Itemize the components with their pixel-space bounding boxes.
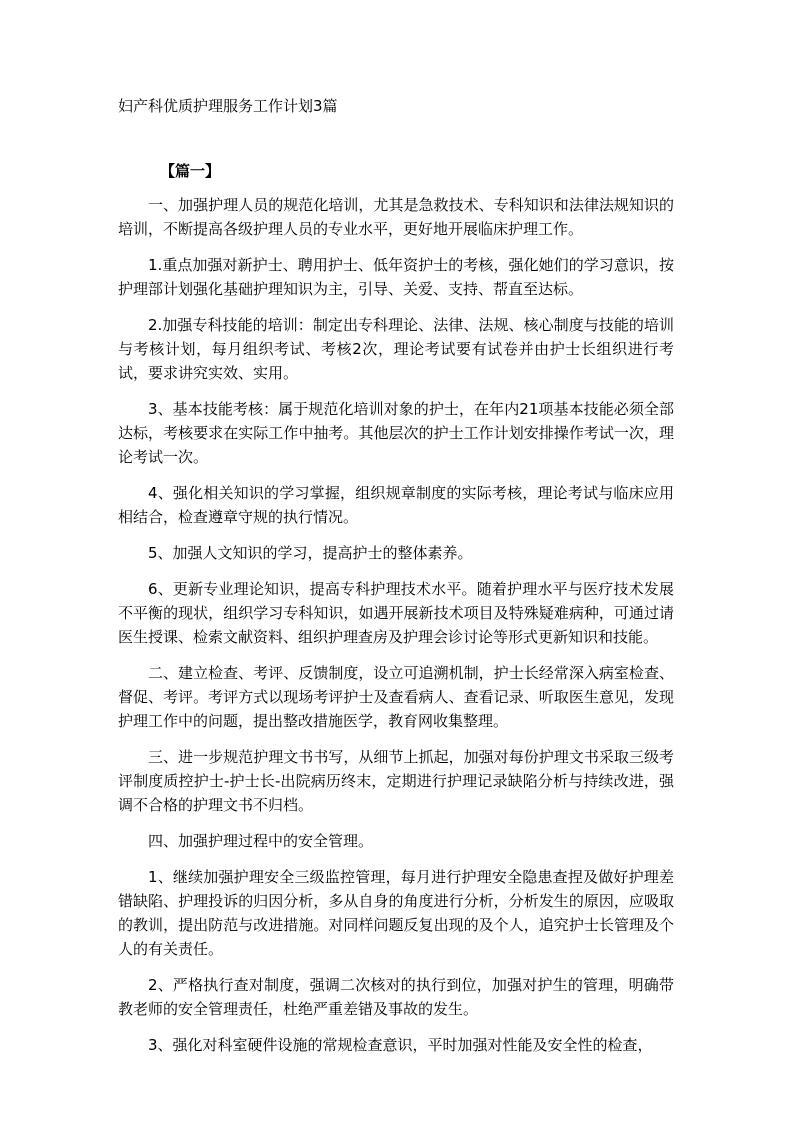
section-heading: 【篇一】 bbox=[160, 162, 221, 180]
paragraph: 3、强化对科室硬件设施的常规检查意识，平时加强对性能及安全性的检查， bbox=[148, 1036, 653, 1054]
paragraph: 3、基本技能考核：属于规范化培训对象的护士，在年内21项基本技能必须全部达标，考核要求在实际工作中抽考。其他层次的护士工作计划安排操作考试一次，理论考试一次。 bbox=[118, 400, 674, 466]
paragraph: 5、加强人文知识的学习，提高护士的整体素养。 bbox=[148, 544, 473, 562]
paragraph: 2.加强专科技能的培训：制定出专科理论、法律、法规、核心制度与技能的培训与考核计划，每月组织考试、考核2次，理论考试要有试卷并由护士长组织进行考试，要求讲究实效、实用。 bbox=[118, 316, 674, 382]
paragraph: 四、加强护理过程中的安全管理。 bbox=[148, 832, 374, 850]
paragraph: 2、严格执行查对制度，强调二次核对的执行到位，加强对护生的管理，明确带教老师的安全管理责任，杜绝严重差错及事故的发生。 bbox=[118, 976, 674, 1018]
paragraph: 1、继续加强护理安全三级监控管理，每月进行护理安全隐患查捏及做好护理差错缺陷、护理投诉的归因分析，多从自身的角度进行分析，分析发生的原因，应吸取的教训，提出防范与改进措施。对同样问题反复出现的及个人，追究护士长管理及个人的有关责任。 bbox=[118, 868, 674, 958]
paragraph: 4、强化相关知识的学习掌握，组织规章制度的实际考核，理论考试与临床应用相结合，检查遵章守规的执行情况。 bbox=[118, 484, 674, 526]
paragraph: 三、进一步规范护理文书书写，从细节上抓起，加强对每份护理文书采取三级考评制度质控护士-护士长-出院病历终末，定期进行护理记录缺陷分析与持续改进，强调不合格的护理文书不归档。 bbox=[118, 748, 674, 814]
paragraph: 二、建立检查、考评、反馈制度，设立可追溯机制，护士长经常深入病室检查、督促、考评。考评方式以现场考评护士及查看病人、查看记录、听取医生意见，发现护理工作中的问题，提出整改措施医学，教育网收集整理。 bbox=[118, 664, 674, 730]
document-body bbox=[118, 193, 674, 1069]
paragraph: 1.重点加强对新护士、聘用护士、低年资护士的考核，强化她们的学习意识，按护理部计划强化基础护理知识为主，引导、关爱、支持、帮直至达标。 bbox=[118, 256, 674, 298]
paragraph: 6、更新专业理论知识，提高专科护理技术水平。随着护理水平与医疗技术发展不平衡的现状，组织学习专科知识，如遇开展新技术项目及特殊疑难病种，可通过请医生授课、检索文献资料、组织护理查房及护理会诊讨论等形式更新知识和技能。 bbox=[118, 580, 674, 646]
paragraph: 一、加强护理人员的规范化培训，尤其是急救技术、专科知识和法律法规知识的培训，不断提高各级护理人员的专业水平，更好地开展临床护理工作。 bbox=[118, 196, 674, 238]
document-title: 妇产科优质护理服务工作计划3篇 bbox=[118, 97, 338, 115]
